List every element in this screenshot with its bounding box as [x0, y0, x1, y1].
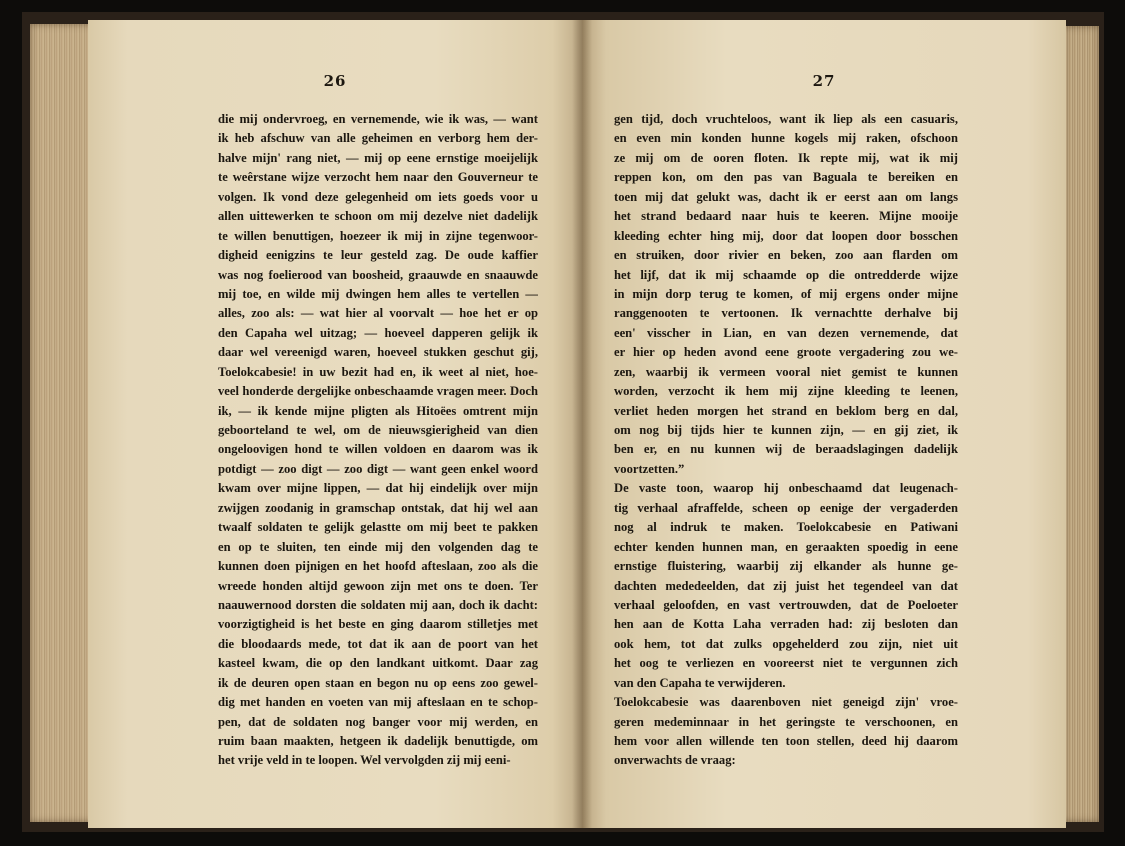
text-line: het oog te verliezen en vooreerst niet te vergunnen zich — [614, 656, 958, 671]
text-line: voorzigtigheid is het beste en ging daarom stilletjes met — [218, 617, 538, 632]
text-line: ruim baan maakten, hetgeen ik dadelijk benuttigde, om — [218, 734, 538, 748]
text-line: halve mijn' rang niet, — mij op eene ernstige moeijelijk — [218, 150, 538, 165]
text-line: het lijf, dat ik mij schaamde op die ontredderde wijze — [614, 267, 958, 282]
text-line: Toelokcabesie! in uw bezit had en, ik weet al niet, hoe- — [218, 364, 538, 379]
text-line: te willen benuttigen, hoezeer ik mij in zijne tegenwoor- — [218, 228, 538, 243]
text-line: ernstige fluistering, waarbij zij elkander als hunne ge- — [614, 559, 958, 574]
text-line: was nog foelierood van boosheid, graauwde en snaauwde — [218, 267, 538, 282]
text-line: geboorteland te wel, om de nieuwsgierigheid van dien — [218, 423, 538, 437]
text-line: naauwernood dorsten die soldaten mij aan, doch ik dacht: — [218, 597, 538, 612]
text-line: ongeloovigen hond te willen voldoen en daarom was ik — [218, 442, 538, 457]
text-line: die bloodaards mede, tot dat ik aan de poort van het — [218, 636, 538, 651]
text-line: kwam over mijne lippen, — dat hij eindelijk over mijn — [218, 481, 538, 496]
text-line: voortzetten.” — [614, 461, 685, 476]
page-text — [218, 110, 538, 771]
text-line: pen, dat de soldaten nog banger voor mij werden, en — [218, 714, 538, 729]
text-line: verliet heden morgen het strand en beklom berg en dal, — [614, 403, 958, 418]
text-line: ik de deuren open staan en begon nu op eens zoo gewel- — [218, 675, 538, 690]
right-page — [582, 20, 1066, 828]
text-line: Toelokcabesie was daarenboven niet geneigd zijn' vroe- — [614, 695, 958, 710]
text-line: zen, waarbij ik vermeen vooral niet gemist te kunnen — [614, 364, 958, 379]
text-line: digheid eenigzins te leur gesteld zag. De oude kaffier — [218, 248, 538, 263]
text-line: ranggenooten te vertoonen. Ik vernachtte derhalve bij — [614, 306, 958, 321]
page-text — [614, 110, 958, 771]
text-line: er hier op heden avond eene groote vergadering zou we- — [614, 345, 958, 360]
text-line: echter kenden hunnen man, en geraakten spoedig in eene — [614, 539, 958, 554]
right-page-edges — [1063, 26, 1099, 822]
text-line: gen tijd, doch vruchteloos, want ik liep als een casuaris, — [614, 112, 958, 126]
text-line: kunnen doen pijnigen en het hoofd afteslaan, zoo als die — [218, 559, 538, 574]
text-line: nog al indruk te maken. Toelokcabesie en Patiwani — [614, 520, 958, 535]
text-line: kleeding echter hing mij, door dat loopen door bosschen — [614, 228, 958, 243]
text-line: het strand bedaard naar huis te keeren. Mijne mooije — [614, 209, 958, 224]
text-line: ze mij om de ooren floten. Ik repte mij, wat ik mij — [614, 150, 958, 165]
text-line: reppen kon, om den pas van Baguala te bereiken en — [614, 170, 958, 185]
text-line: en struiken, door rivier en beken, zoo aan flarden om — [614, 248, 958, 263]
page-number: 27 — [812, 72, 836, 90]
text-line: mij toe, en wilde mij dwingen hem alles te vertellen — — [218, 286, 538, 301]
text-line: toen mij dat gelukt was, dacht ik er eerst aan om langs — [614, 189, 958, 204]
text-line: verhaal geloofden, en vast vertrouwden, dat de Poeloeter — [614, 597, 958, 612]
text-line: ik heb afschuw van alle geheimen en verborg hem der- — [218, 131, 538, 146]
text-line: te weêrstane wijze verzocht hem naar den Gouverneur te — [218, 170, 538, 185]
text-line: ook hem, tot dat zulks opgehelderd zou zijn, niet uit — [614, 636, 958, 651]
text-line: hen aan de Kotta Laha verraden had: zij besloten dan — [614, 617, 958, 632]
text-line: dachten mededeelden, dat zij juist het tegendeel van dat — [614, 578, 958, 593]
text-line: en even min konden hunne kogels mij raken, ofschoon — [614, 131, 958, 146]
text-line: allen uittewerken te schoon om mij dezelve niet dadelijk — [218, 209, 538, 224]
text-line: wreede honden altijd gewoon zijn met ons te doen. Ter — [218, 578, 538, 593]
page-number: 26 — [323, 72, 347, 90]
text-line: potdigt — zoo digt — zoo digt — want geen enkel woord — [218, 461, 538, 476]
text-line: volgen. Ik vond deze gelegenheid om iets goeds voor u — [218, 189, 538, 204]
text-line: tig verhaal afraffelde, scheen op eenige der vergaderden — [614, 500, 958, 515]
text-line: onverwachts de vraag: — [614, 753, 736, 768]
text-line: een' visscher in Lian, en van dezen vernemende, dat — [614, 325, 958, 340]
left-page — [88, 20, 582, 828]
text-line: dig met handen en voeten van mij afteslaan en te schop- — [218, 695, 538, 710]
text-line: hem voor allen willende ten toon stellen, deed hij daarom — [614, 734, 958, 748]
book-gutter — [572, 20, 592, 828]
text-line: in mijn dorp terug te komen, of mij ergens onder mijne — [614, 286, 958, 301]
text-line: ben er, en nu kunnen wij de beraadslagingen dadelijk — [614, 442, 958, 457]
text-line: daar wel vereenigd waren, hoeveel stukken geschut gij, — [218, 345, 538, 360]
text-line: van den Capaha te verwijderen. — [614, 675, 786, 690]
text-line: De vaste toon, waarop hij onbeschaamd dat leugenach- — [614, 481, 958, 496]
text-line: en op te sluiten, ten einde mij den volgenden dag te — [218, 539, 538, 554]
text-line: zwijgen zoodanig in gramschap ontstak, dat hij wel aan — [218, 500, 538, 515]
text-line: twaalf soldaten te gelijk gelastte om mij beet te pakken — [218, 520, 538, 535]
text-line: veel honderde dergelijke onbeschaamde vragen meer. Doch — [218, 384, 538, 399]
text-line: geren medeminnaar in het geringste te verschoonen, en — [614, 714, 958, 729]
text-line: worden, verzocht ik hem mij zijne kleeding te leenen, — [614, 384, 958, 399]
text-line: ik, — ik kende mijne pligten als Hitoëes omtrent mijn — [218, 403, 538, 418]
text-line: die mij ondervroeg, en vernemende, wie ik was, — want — [218, 112, 538, 126]
text-line: het vrije veld in te loopen. Wel vervolgden zij mij eeni- — [218, 753, 511, 768]
text-line: den Capaha wel uitzag; — hoeveel dapperen gelijk ik — [218, 325, 538, 340]
text-line: om nog bij tijds hier te kunnen zijn, — en gij ziet, ik — [614, 423, 958, 437]
text-line: kasteel kwam, die op den landkant uitkomt. Daar zag — [218, 656, 538, 671]
text-line: alles, zoo als: — wat hier al voorvalt — hoe het er op — [218, 306, 538, 321]
